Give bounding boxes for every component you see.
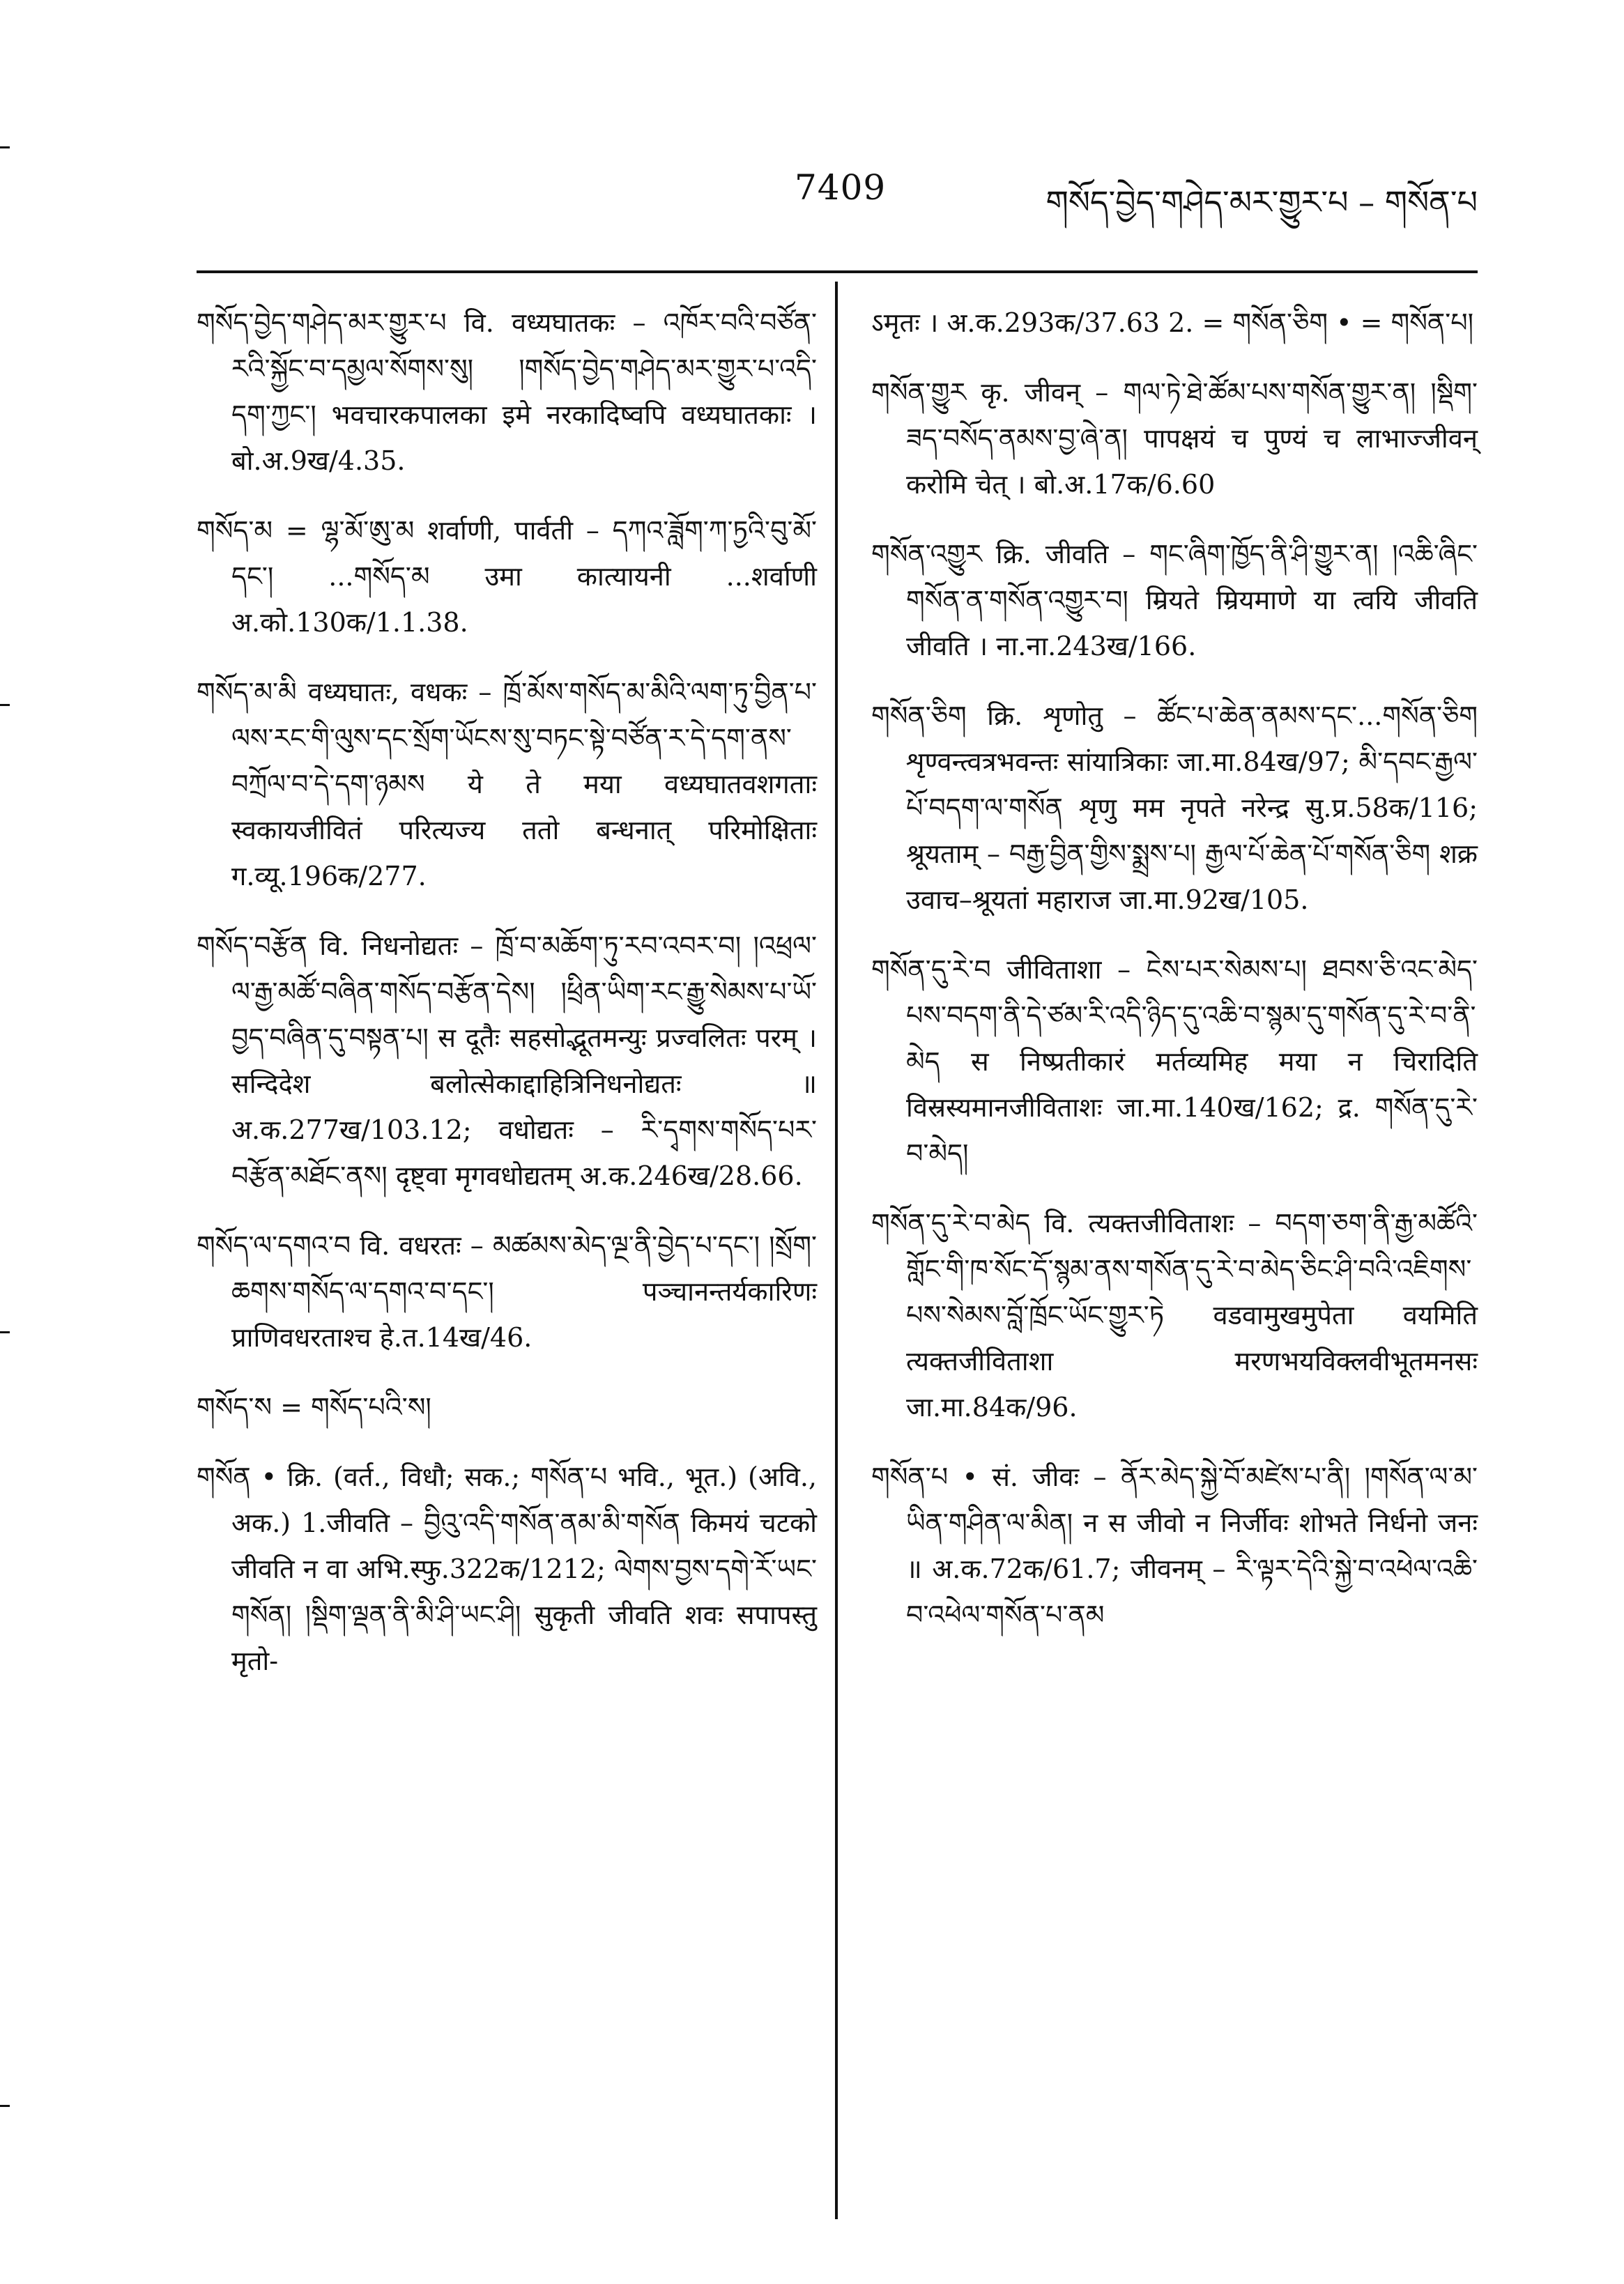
dictionary-entry: གསོད་བྱེད་གཤེད་མར་གྱུར་པ वि. वध्यघातकः – འཁོར་བའི་བཙོན་རའི་སྐྱོང་བ་དམྱལ་སོགས་སུ། །གསོད་བྱེད་གཤེད་མར་གྱུར་པ་འདི་དག་ཀྱང་། भवचारकपालका इमे नरकादिष्वपि वध्यघातकाः । बो.अ.9ख/4.35. <box>197 307 817 476</box>
dictionary-entry-continuation: ऽमृतः । अ.क.293क/37.63 2. = གསོན་ཅིག • = གསོན་པ། <box>871 307 1474 338</box>
right-column <box>871 300 1478 1662</box>
header-rule <box>197 270 1478 273</box>
dictionary-entry: གསོན་ཅིག क्रि. शृणोतु – ཚོང་པ་ཆེན་ནམས་དང་...གསོན་ཅིག शृण्वन्त्वत्रभवन्तः सांयात्रिकाः जा.मा.84ख/97; མི་དབང་རྒྱལ་པོ་བདག་ལ་གསོན शृणु मम नृपते नरेन्द्र सु.प्र.58क/116; श्रूयताम् – བརྒྱ་བྱིན་གྱིས་སྨྲས་པ། རྒྱལ་པོ་ཆེན་པོ་གསོན་ཅིག शक्र उवाच–श्रूयतां महाराज जा.मा.92ख/105. <box>871 700 1478 915</box>
margin-mark <box>0 146 10 148</box>
margin-mark <box>0 2105 10 2107</box>
dictionary-entry: གསོད་བརྩོན वि. निधनोद्यतः – ཁྲོ་བ་མཆོག་ཏུ་རབ་འབར་བ། །འཕྲལ་ལ་རྒྱ་མཚོ་བཞིན་གསོད་བརྩོན་དེས། །ཕྲིན་ཡིག་རང་རྒྱུ་སེམས་པ་ཡོ་བྱད་བཞིན་དུ་བསྟན་པ། स दूतैः सहसोद्भूतमन्युः प्रज्वलितः परम् । सन्दिदेश बलोत्सेकाद्दाहित्रिनिधनोद्यतः ॥ अ.क.277ख/103.12; वधोद्यतः – རི་དྭགས་གསོད་པར་བརྩོན་མཐོང་ནས། दृष्ट्वा मृगवधोद्यतम् अ.क.246ख/28.66. <box>197 930 817 1191</box>
dictionary-entry: གསོད་མ = ལྷ་མོ་ཨུ་མ शर्वाणी, पार्वती – དཀའ་ཟློག་ཀ་ཏྱའི་བུ་མོ་དང་། ...གསོད་མ उमा कात्यायनी ...शर्वाणी अ.को.130क/1.1.38. <box>197 515 817 638</box>
dictionary-entry: གསོད་ས = གསོད་པའི་ས། <box>197 1392 431 1423</box>
page-header <box>195 167 1478 237</box>
dictionary-entry: གསོད་ལ་དགའ་བ वि. वधरतः – མཚམས་མེད་ལྔ་ནི་བྱེད་པ་དང་། །སྲོག་ཆགས་གསོད་ལ་དགའ་བ་དང་། पञ्चानन्तर्यकारिणः प्राणिवधरताश्च हे.त.14ख/46. <box>197 1230 817 1353</box>
page-number: 7409 <box>795 167 887 208</box>
dictionary-entry: གསོན • क्रि. (वर्त., विधौ; सक.; གསོན་པ भवि., भूत.) (अवि., अक.) 1.जीवति – བྱིའུ་འདི་གསོན་ནམ་མི་གསོན किमयं चटको जीवति न वा अभि.स्फु.322क/1212; ལེགས་བྱས་དགེ་རོ་ཡང་གསོན། །སྡིག་ལྡན་ནི་མི་ཤི་ཡང་ཤི། सुकृती जीवति शवः सपापस्तु मृतो- <box>197 1462 817 1676</box>
dictionary-entry: གསོན་པ • सं. जीवः – ནོར་མེད་སྐྱེ་བོ་མཛེས་པ་ནི། །གསོན་ལ་མ་ཡིན་གཤིན་ལ་མིན། न स जीवो न निर्जीवः शोभते निर्धनो जनः ॥ अ.क.72क/61.7; जीवनम् – རི་ལྟར་དེའི་སྐྱེ་བ་འཕེལ་འཆི་བ་འཕེལ་གསོན་པ་ནམ <box>871 1462 1478 1630</box>
dictionary-entry: གསོད་མ་མི वध्यघातः, वधकः – ཁྲོ་མོས་གསོད་མ་མིའི་ལག་ཏུ་བྱིན་པ་ལས་རང་གི་ལུས་དང་སྲོག་ཡོངས་སུ་བཏང་སྟེ་བཙོན་ར་དེ་དག་ནས་བཀྲོལ་བ་དེ་དག་ཉམས ये ते मया वध्यघातवशगताः स्वकायजीवितं परित्यज्य ततो बन्धनात् परिमोक्षिताः ग.व्यू.196क/277. <box>197 677 817 891</box>
left-column <box>197 300 817 1708</box>
dictionary-entry: གསོན་གྱུར कृ. जीवन् – གལ་ཏེ་ཐེ་ཚོམ་པས་གསོན་གྱུར་ན། །སྡིག་ཟད་བསོད་ནམས་བྱ་ཞེ་ན། पापक्षयं च पुण्यं च लाभाज्जीवन् करोमि चेत् । बो.अ.17क/6.60 <box>871 377 1478 500</box>
running-head: གསོད་བྱེད་གཤེད་མར་གྱུར་པ – གསོན་པ <box>1045 183 1478 221</box>
dictionary-entry: གསོན་འགྱུར क्रि. जीवति – གང་ཞིག་ཁྱོད་ནི་ཤི་གྱུར་ན། །འཆི་ཞིང་གསོན་ན་གསོན་འགྱུར་བ། म्रियते म्रियमाणे या त्वयि जीवति जीवति । ना.ना.243ख/166. <box>871 539 1478 661</box>
column-divider <box>835 282 838 2219</box>
margin-mark <box>0 1331 10 1333</box>
dictionary-entry: གསོན་དུ་རེ་བ་མེད वि. त्यक्तजीविताशः – བདག་ཅག་ནི་རྒྱ་མཚོའི་གློང་གི་ཁ་སོང་དོ་སྙམ་ནས་གསོན་དུ་རེ་བ་མེད་ཅིང་ཤི་བའི་འཇིགས་པས་སེམས་བློ་ཁྲོང་ཡོང་གྱུར་ཏེ वडवामुखमुपेता वयमिति त्यक्तजीविताशा मरणभयविक्लवीभूतमनसः जा.मा.84क/96. <box>871 1208 1478 1423</box>
margin-mark <box>0 704 10 706</box>
dictionary-entry: གསོན་དུ་རེ་བ जीविताशा – ངེས་པར་སེམས་པ། ཐབས་ཅི་འང་མེད་པས་བདག་ནི་དེ་ཙམ་རི་འདི་ཉིད་དུ་འཆི་བ་སྙམ་དུ་གསོན་དུ་རེ་བ་ནི་མེད स निष्प्रतीकारं मर्तव्यमिह मया न चिरादिति विस्रस्यमानजीविताशः जा.मा.140ख/162; द्र. གསོན་དུ་རེ་བ་མེད། <box>871 954 1478 1169</box>
